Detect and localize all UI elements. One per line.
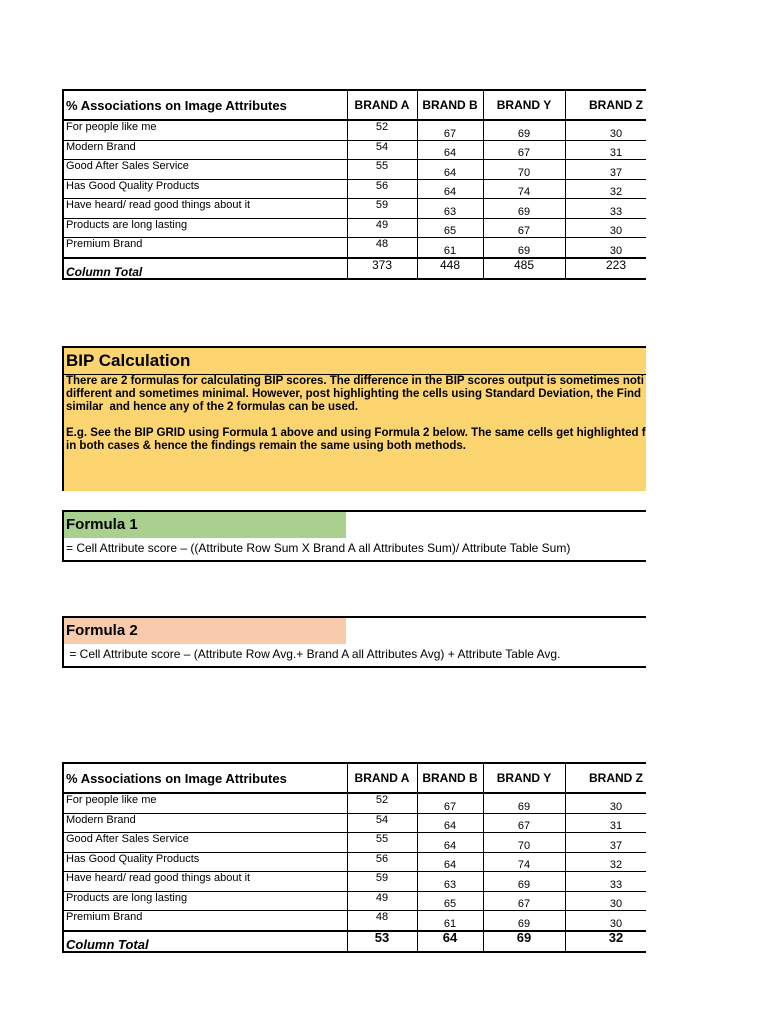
cell-brand-y[interactable]: 69 xyxy=(483,872,565,892)
cell-brand-b[interactable]: 61 xyxy=(417,238,483,258)
bip-line: similar and hence any of the 2 formulas can be used. xyxy=(66,401,359,413)
formula-2-block xyxy=(62,616,646,668)
cell-brand-y[interactable]: 74 xyxy=(483,852,565,872)
cell-brand-y[interactable]: 69 xyxy=(483,238,565,258)
cell-brand-z[interactable]: 30 xyxy=(565,891,646,911)
row-label[interactable]: Have heard/ read good things about it xyxy=(63,199,347,219)
total-brand-z[interactable]: 223 xyxy=(565,258,646,279)
attributes-table-1-container xyxy=(62,89,646,280)
cell-brand-y[interactable]: 67 xyxy=(483,140,565,160)
cell-brand-a[interactable]: 55 xyxy=(347,160,417,180)
header-brand-y[interactable]: BRAND Y xyxy=(483,90,565,120)
header-brand-y[interactable]: BRAND Y xyxy=(483,763,565,793)
header-brand-z[interactable]: BRAND Z xyxy=(565,763,646,793)
cell-brand-b[interactable]: 64 xyxy=(417,852,483,872)
cell-brand-z[interactable]: 30 xyxy=(565,238,646,258)
total-brand-b[interactable]: 448 xyxy=(417,258,483,279)
row-label[interactable]: Have heard/ read good things about it xyxy=(63,872,347,892)
row-label[interactable]: Premium Brand xyxy=(63,238,347,258)
row-label[interactable]: Products are long lasting xyxy=(63,891,347,911)
row-label[interactable]: For people like me xyxy=(63,120,347,140)
cell-brand-y[interactable]: 69 xyxy=(483,120,565,140)
total-brand-b[interactable]: 64 xyxy=(417,931,483,952)
cell-brand-b[interactable]: 64 xyxy=(417,179,483,199)
cell-brand-z[interactable]: 32 xyxy=(565,852,646,872)
cell-brand-b[interactable]: 63 xyxy=(417,872,483,892)
bip-calculation-block xyxy=(62,346,646,491)
formula-2-title[interactable]: Formula 2 xyxy=(64,618,346,644)
table-row xyxy=(63,891,646,911)
cell-brand-y[interactable]: 74 xyxy=(483,179,565,199)
header-attribute-label[interactable]: % Associations on Image Attributes xyxy=(63,90,347,120)
cell-brand-b[interactable]: 64 xyxy=(417,140,483,160)
total-brand-a[interactable]: 373 xyxy=(347,258,417,279)
total-label[interactable]: Column Total xyxy=(63,931,347,952)
header-brand-b[interactable]: BRAND B xyxy=(417,90,483,120)
table-row xyxy=(63,911,646,931)
header-attribute-label[interactable]: % Associations on Image Attributes xyxy=(63,763,347,793)
cell-brand-z[interactable]: 31 xyxy=(565,813,646,833)
table-header-row xyxy=(63,763,646,793)
total-row xyxy=(63,258,646,279)
table-row xyxy=(63,833,646,853)
table-row xyxy=(63,218,646,238)
bip-line: different and sometimes minimal. However, post highlighting the cells using Standard Deviation, the Find xyxy=(66,388,642,400)
row-label[interactable]: Has Good Quality Products xyxy=(63,852,347,872)
cell-brand-y[interactable]: 67 xyxy=(483,218,565,238)
row-label[interactable]: Premium Brand xyxy=(63,911,347,931)
cell-brand-b[interactable]: 65 xyxy=(417,891,483,911)
cell-brand-z[interactable]: 30 xyxy=(565,218,646,238)
cell-brand-y[interactable]: 69 xyxy=(483,793,565,813)
cell-brand-a[interactable]: 55 xyxy=(347,833,417,853)
table-row xyxy=(63,120,646,140)
row-label[interactable]: Modern Brand xyxy=(63,813,347,833)
bip-line: There are 2 formulas for calculating BIP scores. The difference in the BIP scores output is sometimes noti xyxy=(66,375,644,387)
cell-brand-b[interactable]: 64 xyxy=(417,813,483,833)
cell-brand-z[interactable]: 37 xyxy=(565,833,646,853)
cell-brand-a[interactable]: 52 xyxy=(347,793,417,813)
cell-brand-b[interactable]: 67 xyxy=(417,793,483,813)
cell-brand-z[interactable]: 37 xyxy=(565,160,646,180)
total-brand-y[interactable]: 69 xyxy=(483,931,565,952)
cell-brand-z[interactable]: 30 xyxy=(565,120,646,140)
bip-title[interactable]: BIP Calculation xyxy=(64,348,646,375)
table-row xyxy=(63,160,646,180)
cell-brand-z[interactable]: 32 xyxy=(565,179,646,199)
cell-brand-a[interactable]: 59 xyxy=(347,199,417,219)
cell-brand-a[interactable]: 56 xyxy=(347,179,417,199)
cell-brand-a[interactable]: 54 xyxy=(347,813,417,833)
table-row xyxy=(63,199,646,219)
cell-brand-b[interactable]: 67 xyxy=(417,120,483,140)
table-row xyxy=(63,852,646,872)
row-label[interactable]: Good After Sales Service xyxy=(63,833,347,853)
cell-brand-a[interactable]: 48 xyxy=(347,238,417,258)
bip-line xyxy=(66,414,646,427)
attributes-table-2-container xyxy=(62,762,646,953)
cell-brand-y[interactable]: 67 xyxy=(483,891,565,911)
bip-description[interactable] xyxy=(64,375,646,453)
cell-brand-y[interactable]: 69 xyxy=(483,199,565,219)
row-label[interactable]: Modern Brand xyxy=(63,140,347,160)
cell-brand-b[interactable]: 64 xyxy=(417,833,483,853)
cell-brand-z[interactable]: 30 xyxy=(565,793,646,813)
total-row xyxy=(63,931,646,952)
cell-brand-y[interactable]: 67 xyxy=(483,813,565,833)
row-label[interactable]: For people like me xyxy=(63,793,347,813)
attributes-table-1 xyxy=(62,89,646,280)
formula-1-title[interactable]: Formula 1 xyxy=(64,512,346,538)
cell-brand-a[interactable]: 49 xyxy=(347,891,417,911)
cell-brand-y[interactable]: 69 xyxy=(483,911,565,931)
total-brand-z[interactable]: 32 xyxy=(565,931,646,952)
total-brand-y[interactable]: 485 xyxy=(483,258,565,279)
formula-2-text[interactable]: = Cell Attribute score – (Attribute Row Avg.+ Brand A all Attributes Avg) + Attribute Table Avg. xyxy=(66,647,561,661)
cell-brand-a[interactable]: 52 xyxy=(347,120,417,140)
cell-brand-z[interactable]: 30 xyxy=(565,911,646,931)
cell-brand-y[interactable]: 70 xyxy=(483,833,565,853)
cell-brand-a[interactable]: 56 xyxy=(347,852,417,872)
bip-line: in both cases & hence the findings remain the same using both methods. xyxy=(66,440,467,452)
table-row xyxy=(63,872,646,892)
formula-1-block xyxy=(62,510,646,562)
total-label[interactable]: Column Total xyxy=(63,258,347,279)
cell-brand-b[interactable]: 64 xyxy=(417,160,483,180)
cell-brand-a[interactable]: 48 xyxy=(347,911,417,931)
table-row xyxy=(63,179,646,199)
cell-brand-z[interactable]: 33 xyxy=(565,872,646,892)
cell-brand-y[interactable]: 70 xyxy=(483,160,565,180)
header-brand-z[interactable]: BRAND Z xyxy=(565,90,646,120)
table-row xyxy=(63,238,646,258)
row-label[interactable]: Has Good Quality Products xyxy=(63,179,347,199)
cell-brand-z[interactable]: 33 xyxy=(565,199,646,219)
attributes-table-2 xyxy=(62,762,646,953)
total-brand-a[interactable]: 53 xyxy=(347,931,417,952)
bip-line: E.g. See the BIP GRID using Formula 1 above and using Formula 2 below. The same cells get highlighted f xyxy=(66,427,646,439)
row-label[interactable]: Good After Sales Service xyxy=(63,160,347,180)
cell-brand-a[interactable]: 49 xyxy=(347,218,417,238)
table-row xyxy=(63,793,646,813)
cell-brand-z[interactable]: 31 xyxy=(565,140,646,160)
cell-brand-b[interactable]: 63 xyxy=(417,199,483,219)
formula-1-text[interactable]: = Cell Attribute score – ((Attribute Row Sum X Brand A all Attributes Sum)/ Attribute Table Sum) xyxy=(66,541,571,555)
cell-brand-a[interactable]: 59 xyxy=(347,872,417,892)
table-header-row xyxy=(63,90,646,120)
header-brand-b[interactable]: BRAND B xyxy=(417,763,483,793)
header-brand-a[interactable]: BRAND A xyxy=(347,763,417,793)
table-row xyxy=(63,140,646,160)
row-label[interactable]: Products are long lasting xyxy=(63,218,347,238)
cell-brand-b[interactable]: 65 xyxy=(417,218,483,238)
cell-brand-b[interactable]: 61 xyxy=(417,911,483,931)
table-row xyxy=(63,813,646,833)
header-brand-a[interactable]: BRAND A xyxy=(347,90,417,120)
cell-brand-a[interactable]: 54 xyxy=(347,140,417,160)
